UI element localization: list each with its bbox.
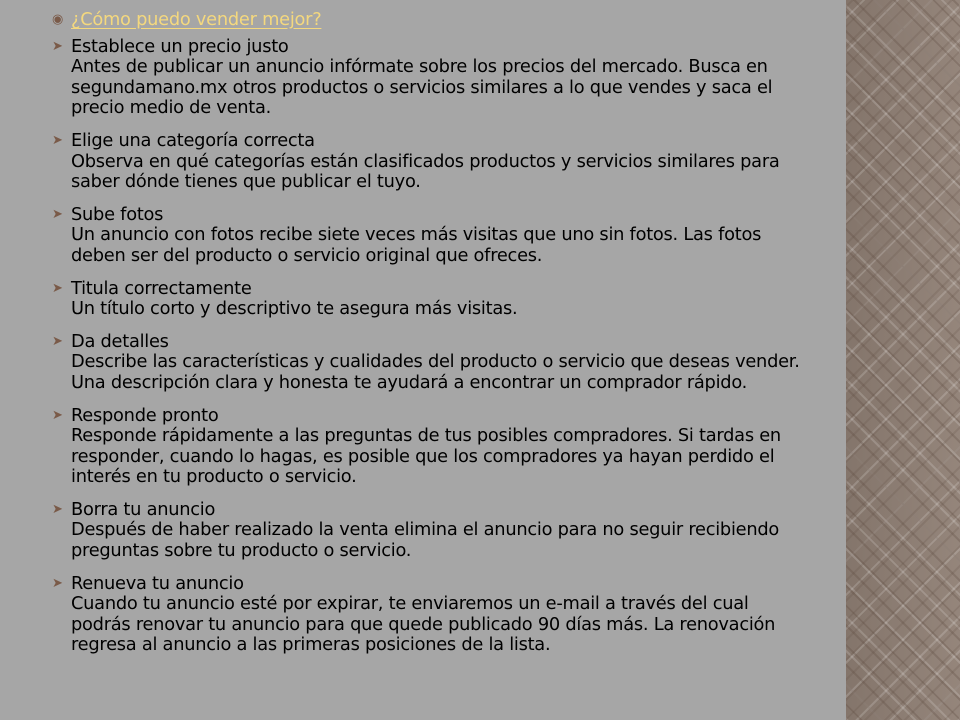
arrow-bullet-icon: ➤: [52, 407, 63, 423]
arrow-bullet-icon: ➤: [52, 38, 63, 54]
list-item: [52, 279, 802, 320]
tip-title: Sube fotos: [71, 203, 164, 225]
arrow-bullet-icon: ➤: [52, 206, 63, 222]
list-item: [52, 205, 802, 267]
tip-title: Titula correctamente: [71, 277, 252, 299]
arrow-bullet-icon: ➤: [52, 280, 63, 296]
list-item: [52, 574, 802, 656]
arrow-bullet-icon: ➤: [52, 132, 63, 148]
tip-title: Responde pronto: [71, 404, 219, 426]
tip-body: Cuando tu anuncio esté por expirar, te enviaremos un e-mail a través del cual podrás renovar tu anuncio para que quede publicado 90 días más. La renovación regresa al anuncio a las primeras posiciones de la lista.: [71, 593, 776, 656]
tip-title: Da detalles: [71, 330, 169, 352]
tip-body: Un anuncio con fotos recibe siete veces más visitas que uno sin fotos. Las fotos deben ser del producto o servicio original que ofreces.: [71, 224, 762, 266]
list-item: [52, 406, 802, 488]
list-item: [52, 37, 802, 119]
tip-title: Borra tu anuncio: [71, 498, 216, 520]
tip-body: Describe las características y cualidades del producto o servicio que deseas vender. Una descripción clara y honesta te ayudará a encontrar un comprador rápido.: [71, 351, 800, 393]
tip-title: Elige una categoría correcta: [71, 129, 315, 151]
arrow-bullet-icon: ➤: [52, 501, 63, 517]
tip-body: Responde rápidamente a las preguntas de tus posibles compradores. Si tardas en responder, cuando lo hagas, es posible que los compradores ya hayan perdido el interés en tu producto o servicio.: [71, 425, 781, 488]
tip-title: Renueva tu anuncio: [71, 572, 244, 594]
arrow-bullet-icon: ➤: [52, 333, 63, 349]
circle-bullet-icon: ◉: [52, 12, 64, 27]
tip-title: Establece un precio justo: [71, 35, 289, 57]
arrow-bullet-icon: ➤: [52, 575, 63, 591]
tip-body: Antes de publicar un anuncio infórmate sobre los precios del mercado. Busca en segundamano.mx otros productos o servicios similares a lo que vendes y saca el precio medio de venta.: [71, 56, 773, 119]
tip-body: Después de haber realizado la venta elimina el anuncio para no seguir recibiendo preguntas sobre tu producto o servicio.: [71, 519, 780, 562]
list-item-link: [52, 10, 802, 31]
list-item: [52, 332, 802, 394]
how-to-sell-better-link[interactable]: ¿Cómo puedo vender mejor?: [71, 9, 322, 30]
decorative-side-pattern: [846, 0, 960, 720]
list-item: [52, 500, 802, 562]
tip-body: Observa en qué categorías están clasificados productos y servicios similares para saber dónde tienes que publicar el tuyo.: [71, 150, 780, 193]
tips-list: [52, 10, 802, 668]
tip-body: Un título corto y descriptivo te asegura más visitas.: [71, 298, 518, 320]
list-item: [52, 131, 802, 193]
